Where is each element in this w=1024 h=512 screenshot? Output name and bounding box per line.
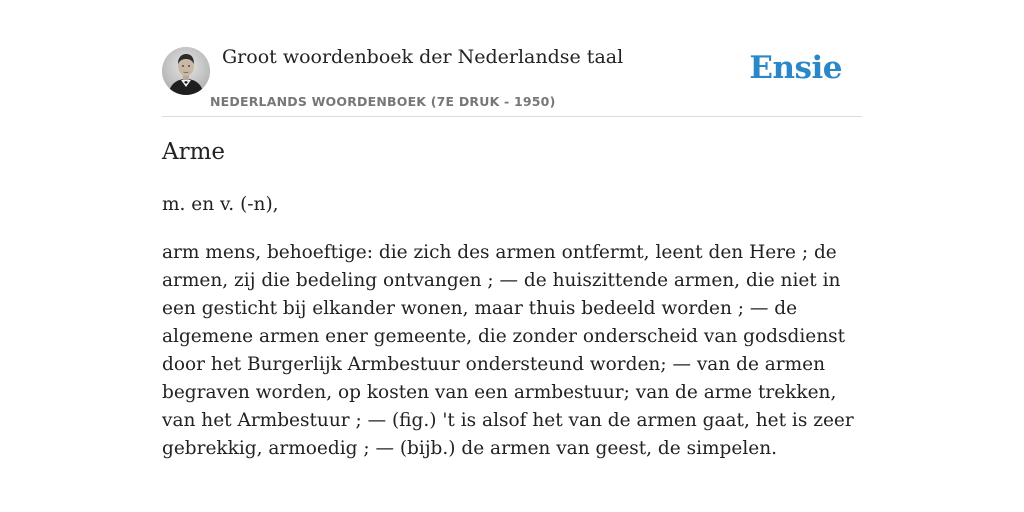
header (162, 0, 862, 117)
book-subtitle: NEDERLANDS WOORDENBOEK (7E DRUK - 1950) (210, 94, 556, 109)
author-avatar[interactable] (162, 47, 210, 95)
page (162, 0, 862, 459)
entry-grammar: m. en v. (-n), (162, 194, 279, 215)
entry-headword: Arme (162, 139, 226, 165)
brand-logo[interactable]: Ensie (749, 50, 842, 86)
entry-definition: arm mens, behoeftige: die zich des armen ontfermt, leent den Here ; de armen, zij die bedeling ontvangen ; — de huiszittende armen, die niet in een gesticht bij elkander wonen, maar thuis bedeeld worden ; — de algemene armen ener gemeente, die zonder onderscheid van godsdienst door het Burgerlijk Armbestuur ondersteund worden; — van de armen begraven worden, op kosten van een armbestuur; van de arme trekken, van het Armbestuur ; — (fig.) 't is alsof het van de armen gaat, het is zeer gebrekkig, armoedig ; — (bijb.) de armen van geest, de simpelen. (162, 242, 854, 459)
portrait-photo-icon (162, 47, 210, 95)
book-title[interactable]: Groot woordenboek der Nederlandse taal (222, 46, 624, 68)
